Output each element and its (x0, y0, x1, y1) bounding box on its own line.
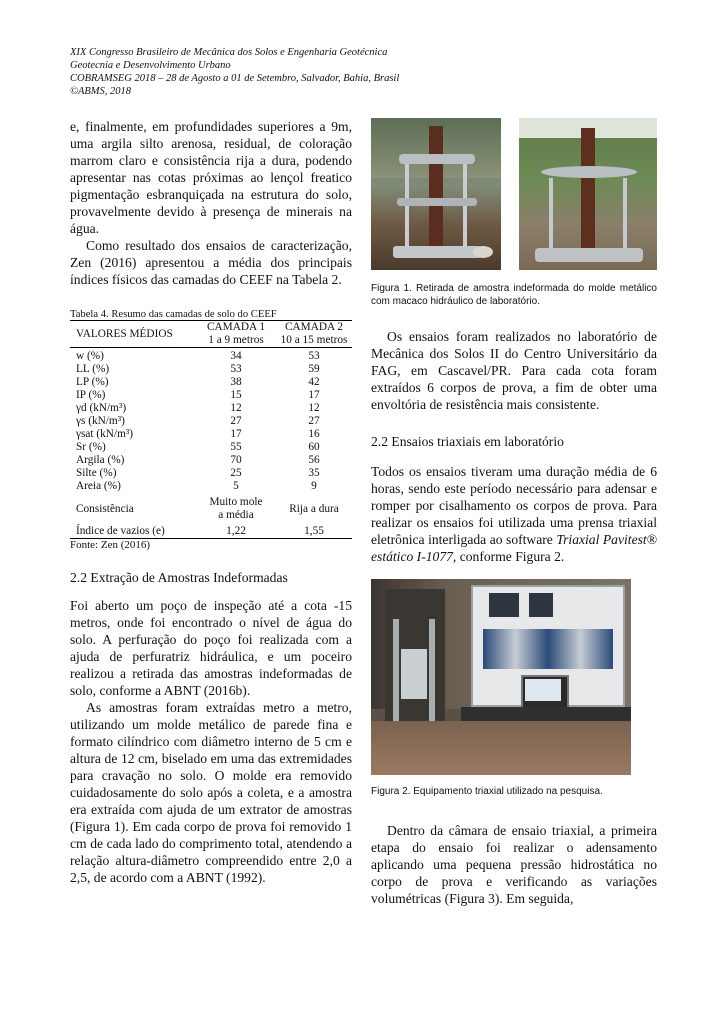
header-theme: Geotecnia e Desenvolvimento Urbano (70, 60, 231, 71)
table-row (70, 441, 352, 454)
row-value-layer-2: 42 (308, 376, 320, 388)
figure-1-caption: Figura 1. Retirada de amostra indeformada do molde metálico com macaco hidráulico de laboratório. (371, 283, 657, 307)
table-header-row (70, 321, 352, 348)
software-name: Triaxial Pavitest® estático I-1077, (371, 532, 657, 564)
paragraph-consolidation: Dentro da câmara de ensaio triaxial, a primeira etapa do ensaio foi realizar o adensamento aplicando uma pequena pressão hidrostática no corpo de prova e verificando as variações volumétricas (Figura 3). Em seguida, (371, 823, 657, 906)
row-label: Areia (%) (76, 480, 121, 492)
table-body (70, 348, 352, 494)
consistency-layer-1-b: a média (218, 509, 254, 521)
row-value-layer-1 (196, 493, 276, 522)
row-value-layer-2: 35 (308, 467, 320, 479)
row-label: w (%) (76, 350, 104, 362)
paragraph-characterization: Como resultado dos ensaios de caracterização, Zen (2016) apresentou a média dos principais índices físicos das camadas do CEEF na Tabela 2. (70, 238, 352, 287)
header-event: COBRAMSEG 2018 – 28 de Agosto a 01 de Setembro, Salvador, Bahia, Brasil (70, 73, 400, 84)
triaxial-equipment-photo (371, 579, 631, 775)
right-column (371, 118, 657, 907)
table-row (70, 363, 352, 376)
row-value-layer-1: 25 (230, 467, 242, 479)
table-row (70, 454, 352, 467)
row-value-layer-1: 12 (230, 402, 242, 414)
table-row (70, 389, 352, 402)
row-label: Argila (%) (76, 454, 125, 466)
row-value-layer-1: 53 (230, 363, 242, 375)
row-value-layer-2: 1,55 (304, 525, 324, 537)
row-label: Índice de vazios (e) (76, 525, 165, 537)
page-header (70, 46, 399, 98)
row-value-layer-2: 9 (311, 480, 317, 492)
row-value-layer-1: 5 (233, 480, 239, 492)
row-value-layer-2: 59 (308, 363, 320, 375)
row-label: γs (kN/m³) (76, 415, 125, 427)
triaxial-text-a: Todos os ensaios tiveram uma duração média de 6 horas, sendo este período necessário para adensar e romper por cisalhamento os corpos de prova. Para realizar os ensaios foi utilizada uma prensa triaxial eletrônica interligada ao software (371, 464, 657, 547)
header-conference: XIX Congresso Brasileiro de Mecânica dos Solos e Engenharia Geotécnica (70, 47, 388, 58)
figure-2-caption: Figura 2. Equipamento triaxial utilizado na pesquisa. (371, 786, 603, 797)
table-row (70, 467, 352, 480)
header-copyright: ©ABMS, 2018 (70, 86, 132, 97)
table-caption: Tabela 4. Resumo das camadas de solo do CEEF (70, 309, 277, 320)
row-value-layer-2: 12 (308, 402, 320, 414)
row-label: Sr (%) (76, 441, 106, 453)
soil-layers-table (70, 320, 352, 539)
row-label: γd (kN/m³) (76, 402, 127, 414)
row-value-layer-2: 17 (308, 389, 320, 401)
row-label: LL (%) (76, 363, 110, 375)
table-source: Fonte: Zen (2016) (70, 539, 151, 551)
header-layer-2 (276, 321, 352, 348)
paragraph-well: Foi aberto um poço de inspeção até a cota -15 metros, onde foi encontrado o nível de água do solo. A perfuração do poço foi realizada com a ajuda de perfuratriz hidráulica, e um poceiro realizou a retirada das amostras indeformadas de solo, conforme a ABNT (2016b). (70, 598, 352, 698)
row-value-layer-2: Rija a dura (289, 502, 339, 515)
header-layer-1-title: CAMADA 1 (206, 321, 266, 333)
row-value-layer-2: 27 (308, 415, 320, 427)
row-value-layer-2: 53 (308, 350, 320, 362)
triaxial-text-c: conforme Figura 2. (456, 549, 565, 564)
row-value-layer-1: 55 (230, 441, 242, 453)
header-layer-1 (196, 321, 276, 348)
header-values: VALORES MÉDIOS (76, 327, 173, 340)
row-label: Consistência (76, 502, 134, 515)
table-row-void-ratio (70, 522, 352, 539)
table-row (70, 402, 352, 415)
header-layer-1-depth: 1 a 9 metros (208, 334, 264, 346)
row-value-layer-1: 17 (230, 428, 242, 440)
paragraph-soil-layers: e, finalmente, em profundidades superiores a 9m, uma argila silto arenosa, residual, de coloração marrom claro e consistência rija a dura, podendo apresentar nas cotas próximas ao lençol freatico pigmentação esbranquiçada na estrutura do solo, provavelmente devido à presença de minerais na água. (70, 119, 352, 236)
row-label: IP (%) (76, 389, 106, 401)
table-row (70, 376, 352, 389)
table-row (70, 428, 352, 441)
left-column (70, 118, 352, 886)
row-value-layer-1: 34 (230, 350, 242, 362)
section-heading-2-2: 2.2 Extração de Amostras Indeformadas (70, 570, 288, 585)
row-value-layer-1: 27 (230, 415, 242, 427)
table-row (70, 415, 352, 428)
table-row (70, 348, 352, 364)
row-value-layer-1: 70 (230, 454, 242, 466)
row-value-layer-2: 56 (308, 454, 320, 466)
figure-1-photos (371, 118, 657, 270)
table-row (70, 480, 352, 493)
header-layer-2-depth: 10 a 15 metros (280, 334, 348, 346)
table-row-consistency (70, 493, 352, 522)
row-label: LP (%) (76, 376, 109, 388)
sample-extractor-photo-1 (371, 118, 501, 270)
row-value-layer-1: 1,22 (226, 525, 246, 537)
row-label: γsat (kN/m³) (76, 428, 134, 440)
consistency-layer-1-a: Muito mole (209, 496, 263, 508)
section-heading-2-2b: 2.2 Ensaios triaxiais em laboratório (371, 434, 564, 449)
header-layer-2-title: CAMADA 2 (284, 321, 344, 333)
paragraph-samples: As amostras foram extraídas metro a metro, utilizando um molde metálico de parede fina e formato cilíndrico com diâmetro interno de 5 cm e altura de 12 cm, biselado em uma das extremidades para cravação no solo. O molde era removido cuidadosamente do solo após a coleta, e a amostra era extraída com ajuda de um extrator de amostras (Figura 1). Em cada corpo de prova foi removido 1 cm de cada lado do comprimento total, atendendo a relação altura-diâmetro compreendido entre 2,0 a 2,5, de acordo com a ABNT (1992). (70, 700, 352, 885)
row-value-layer-2: 16 (308, 428, 320, 440)
paragraph-lab: Os ensaios foram realizados no laboratório de Mecânica dos Solos II do Centro Universitário da FAG, em Cascavel/PR. Para cada cota foram extraídos 6 corpos de prova, a fim de obter uma envoltória de resistência mais consistente. (371, 329, 657, 412)
row-value-layer-2: 60 (308, 441, 320, 453)
row-label: Silte (%) (76, 467, 117, 479)
sample-extractor-photo-2 (519, 118, 657, 270)
row-value-layer-1: 38 (230, 376, 242, 388)
paragraph-triaxial (371, 463, 657, 565)
row-value-layer-1: 15 (230, 389, 242, 401)
